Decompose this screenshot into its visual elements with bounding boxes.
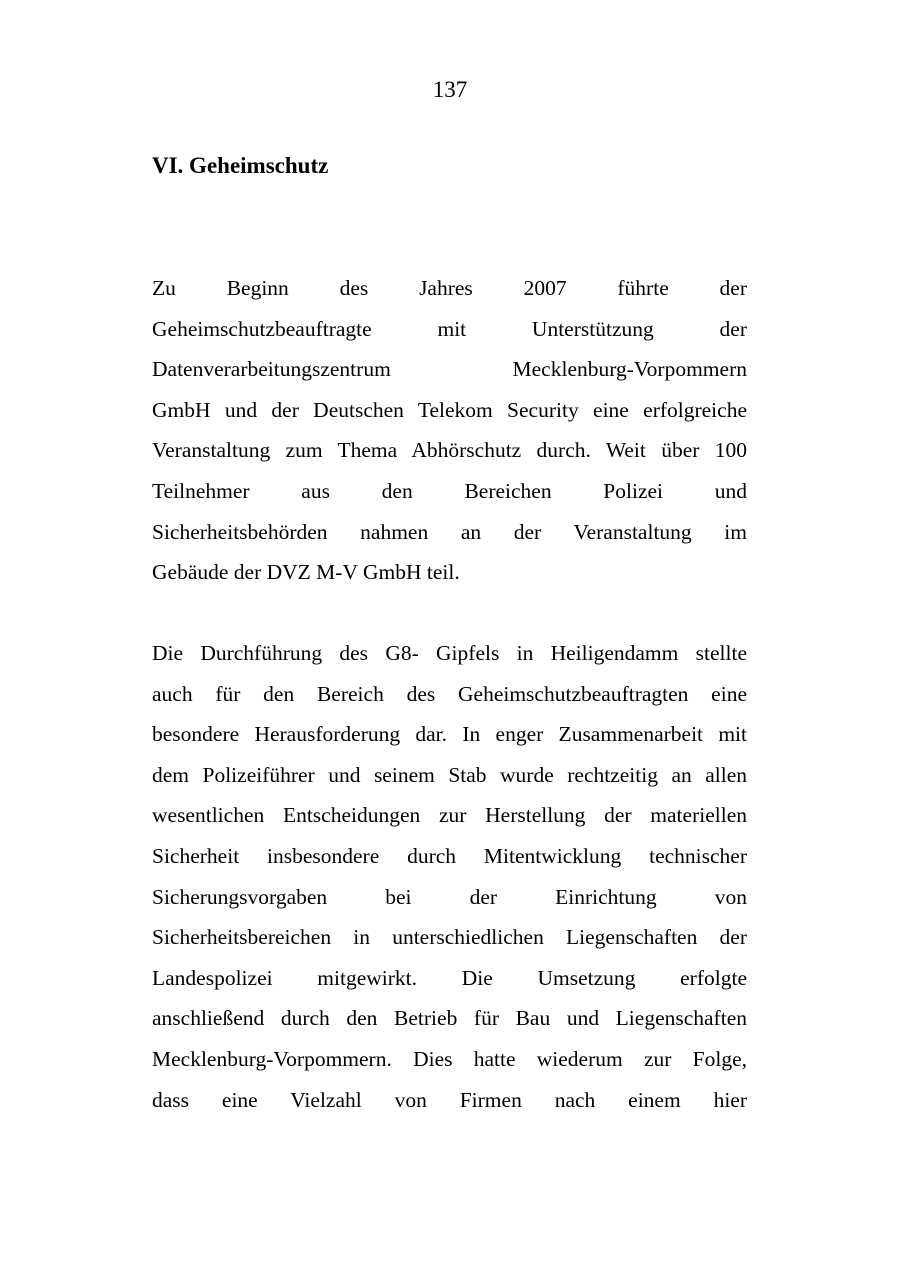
paragraph-1-text (152, 268, 747, 593)
text-line: GmbH und der Deutschen Telekom Security eine erfolgreiche (152, 397, 747, 422)
text-line: Gebäude der DVZ M-V GmbH teil. (152, 560, 460, 585)
text-line: Mecklenburg-Vorpommern. Dies hatte wiederum zur Folge, (152, 1046, 747, 1071)
paragraph-1 (152, 268, 747, 593)
text-line: besondere Herausforderung dar. In enger Zusammenarbeit mit (152, 722, 747, 747)
text-line: Zu Beginn des Jahres 2007 führte der (152, 276, 747, 300)
paragraph-2 (152, 633, 747, 1120)
text-line: dass eine Vielzahl von Firmen nach einem hier (152, 1087, 747, 1112)
text-line: auch für den Bereich des Geheimschutzbeauftragten eine (152, 681, 747, 706)
text-line: Sicherheitsbehörden nahmen an der Veranstaltung im (152, 519, 747, 544)
page-number: 137 (432, 77, 468, 102)
paragraph-2-text (152, 633, 747, 1120)
text-line: Teilnehmer aus den Bereichen Polizei und (152, 478, 747, 503)
text-line: Veranstaltung zum Thema Abhörschutz durch. Weit über 100 (152, 438, 747, 463)
text-line: dem Polizeiführer und seinem Stab wurde rechtzeitig an allen (152, 762, 747, 787)
text-line: Landespolizei mitgewirkt. Die Umsetzung erfolgte (152, 965, 747, 990)
text-line: Sicherungsvorgaben bei der Einrichtung von (152, 884, 747, 909)
section-heading: VI. Geheimschutz (152, 153, 329, 178)
text-line: Die Durchführung des G8- Gipfels in Heiligendamm stellte (152, 641, 747, 665)
text-line: Sicherheitsbereichen in unterschiedlichen Liegenschaften der (152, 925, 747, 950)
text-line: anschließend durch den Betrieb für Bau und Liegenschaften (152, 1006, 747, 1031)
text-line: wesentlichen Entscheidungen zur Herstellung der materiellen (152, 803, 747, 828)
text-line: Geheimschutzbeauftragte mit Unterstützung der (152, 316, 747, 341)
text-line: Datenverarbeitungszentrum Mecklenburg-Vorpommern (152, 357, 747, 382)
text-line: Sicherheit insbesondere durch Mitentwicklung technischer (152, 843, 747, 868)
